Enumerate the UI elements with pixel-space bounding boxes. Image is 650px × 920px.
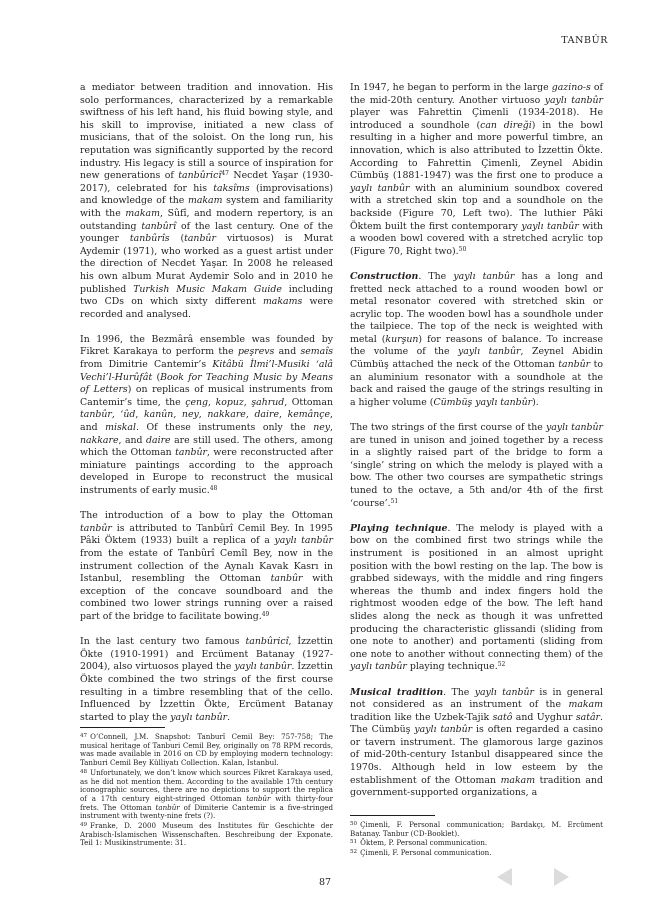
footnote [350,838,603,848]
text-run: O’Connell, J.M. Snapshot: Tanburî Cemil Bey: 757-758; The musical heritage of Tanburi Cemil Bey, originally on 78 RPM records, was made available in 2016 on CD by employing modern technology: Tanburi Cemil Bey Külliyatı Collection. Kalan, Istanbul. [80,732,333,768]
text-run: , Zeynel Abidin Cümbüş attached the neck of the Ottoman [350,346,604,371]
text-run: Çimenli, F. Personal communication; Bardakçı, M. Ercüment Batanay. Tanbur (CD-Booklet). [350,820,603,838]
text-run: . The Cümbüş [350,711,603,736]
text-run: ) for reasons of balance. To increase the volume of the [350,333,603,358]
italic-term: yaylı tanbûr [544,94,603,106]
text-run: . Of these instruments only the [136,422,314,434]
text-run: , Ottoman [284,396,334,408]
text-run: virtuosos) is Murat Aydemir (1971), who worked as a guest artist under the direction of Necdet Yaşar. In 2008 he released his own album Murat Aydemir Solo and in 2010 he published [80,233,333,295]
text-run: , [198,409,208,421]
italic-term: yaylı tanbûr [350,182,410,194]
text-run: tradition and government-supported organizations, a [350,774,603,799]
footnote-ref: 50 [458,245,467,253]
section-heading: Playing technique [350,522,448,534]
italic-term: Turkish Music Makam Guide [133,283,282,295]
footnote-number: 49 [80,822,88,829]
text-run: . The [418,270,454,282]
italic-term: tanbûr [80,409,112,421]
text-run: , [245,409,255,421]
italic-term: Book for Teaching Music by Means of Letters [80,371,333,396]
text-run: ( [152,371,161,383]
text-run: , İzzettin Ökte (1910-1991) and Ercüment Batanay (1927-2004), also virtuosos played the [80,636,333,673]
paragraph-left-4 [80,636,333,724]
text-run: , [279,409,288,421]
text-run: , were reconstructed after miniature paintings according to the approach developed in Europe to reconstruct the musical instruments of early music. [80,447,333,496]
paragraph-playing-technique [350,523,603,674]
text-run: of the last century. One of the younger [80,220,333,245]
text-run: tradition like the Uzbek-Tajik [350,711,493,723]
footnote-rule [350,815,435,816]
italic-term: yaylı tanbûr [414,724,473,736]
italic-term: kemânçe [287,409,331,421]
italic-term: taksîms [213,182,250,194]
text-run: of Dimiterie Cantemir is a five-stringed instrument with twenty-nine frets (?). [80,802,333,821]
text-run: In the last century two famous [80,636,246,648]
italic-term: yaylı tanbûr [545,422,603,434]
italic-term: tanbûr [184,233,216,245]
footnote [80,821,333,848]
next-page-icon[interactable] [554,868,569,886]
text-run: , Sûfî, and modern repertory, is an outstanding [80,207,333,232]
text-run: . The melody is played with a bow on the combined first two strings while the instrument is positioned in an almost upright position with the bowl resting on the lap. The bow is grabbed sideways, with the middle and ring fingers whereas the thumb and index fingers hold the rightmost wooden edge of the bow. The left hand slides along the neck as though it was unfretted producing the characteristic glissandi (sliding from one note to another) and portamenti (sliding from one note to another without connecting them) of the [350,522,604,660]
italic-term: yaylı tanbûr [170,711,228,723]
text-run: with thirty-four frets. The Ottoman [80,793,333,812]
italic-term: yaylı tanbûr [474,686,534,698]
running-title: TANBÛR [561,35,608,46]
italic-term: Cümbüş yaylı tanbûr [433,396,533,408]
italic-term: can direği [480,119,532,131]
text-run: . The [443,686,475,698]
text-run: , [173,409,182,421]
italic-term: makam [187,195,223,207]
italic-term: makam [568,699,603,711]
text-run: ). [532,396,539,408]
paragraph-left-1 [80,82,333,321]
text-run: with an aluminium soundbox covered with a stretched skin top and a soundhole on the backside (Figure 70, Left two). The luthier Pâki Öktem built the first contemporary [350,182,603,232]
text-run: has a long and fretted neck attached to a round wooden bowl or metal resonator covered with stretched skin or acrylic top. The wooden bowl has a soundhole under the tailpiece. The top of the neck is weighted with metal ( [350,270,603,345]
text-run: , [208,396,216,408]
text-run: system and familiarity with the [80,195,333,219]
footnote-number: 50 [350,821,358,827]
italic-term: tanbûrî [141,220,177,232]
text-run: . İzzettin Ökte combined the two strings of the first course resulting in a timbre resembling that of the cello. Influenced by İzzettin Ökte, Ercüment Batanay started to play the [80,661,333,723]
text-run: Franke, D. 2000 Museum des Institutes für Geschichte der Arabisch-Islamischen Wissenschaften. Beschreibung der Exponate. Teil 1: Musikinstrumente: 31. [80,821,333,848]
text-run: The two strings of the first course of the [350,422,546,434]
italic-term: gazino-s [551,82,591,93]
text-run: from Dimitrie Cantemir’s [80,359,213,371]
text-run: from the estate of Tanbûrî Cemîl Bey, now in the instrument collection of the Aynalı Kavak Kasrı in Istanbul, resembling the Ottoman [80,547,333,585]
italic-term: tanbûricî [178,170,222,182]
italic-term: makam [125,207,160,219]
text-run: , [330,422,334,434]
text-run: Necdet Yaşar (1930-2017), celebrated for his [80,170,333,194]
footnotes-right [350,815,603,858]
italic-term: Kitâbü İlmi’l-Musiki ‘alâ Vechi’l-Hurûfât [80,359,334,383]
italic-term: daire [254,409,279,421]
italic-term: yaylı tanbûr [521,220,579,232]
text-run: is often regarded a casino or tavern instrument. The glamorous large gazinos of mid-20th-century Istanbul disappeared since the 1970s. Although held in low esteem by the establishment of the Ottoman [350,724,604,786]
paragraph-right-3 [350,422,603,510]
text-run: , [135,409,145,421]
text-run: to an aluminium resonator with a soundhole at the back and raised the gauge of the strings resulting in a higher volume ( [350,359,603,408]
italic-term: kanûn [144,409,174,421]
paragraph-left-2 [80,334,333,498]
italic-term: tanbûr [246,793,271,803]
footnote-ref: 51 [390,497,399,505]
text-run: ) on replicas of musical instruments from Cantemir’s time, the [80,384,333,408]
text-run: , [111,409,121,421]
text-run: , and [118,434,147,446]
section-heading: Musical tradition [350,686,444,698]
italic-term: nakkare [207,409,246,421]
text-run: with exception of the concave soundboard and the combined two lower strings running over a raised part of the bridge to facilitate bowing. [80,573,334,622]
text-run: . [227,711,231,723]
text-run: is attributed to Tanbûrî Cemil Bey. In 1995 Pâki Öktem (1933) built a replica of a [80,522,333,547]
italic-term: makam [500,774,536,786]
text-run: is in general not considered as an instrument of the [350,686,603,711]
italic-term: ‘ûd [120,409,136,421]
page-number: 87 [318,877,332,888]
previous-page-icon[interactable] [497,868,512,886]
footnote-number: 52 [350,849,358,856]
text-run: , [243,396,252,408]
footnote-ref: 47 [221,170,229,178]
footnote-rule [80,727,165,728]
italic-term: kopuz [215,396,244,408]
paragraph-construction [350,271,603,410]
text-run: are still used. The others, among which the Ottoman [80,434,333,459]
text-run: a mediator between tradition and innovation. His solo performances, characterized by a remarkable swiftness of his left hand, his fluid bowing style, and his skill to improvise, initiated a new class of musicians, that of the soloist. On the long run, his reputation was significantly supported by the record industry. His legacy is still a source of inspiration for new generations of [80,82,333,182]
italic-term: tanbûr [155,802,180,812]
italic-term: yaylı tanbûr [274,535,333,547]
italic-term: miskal [105,422,136,434]
text-run: ( [169,233,185,245]
italic-term: semaîs [300,346,333,358]
footnote [80,768,333,821]
text-run: with a wooden bowl covered with a stretched acrylic top (Figure 70, Right two). [350,220,604,257]
italic-term: yaylı tanbûr [234,661,292,673]
text-run: and [274,346,301,358]
italic-term: şahrud [251,396,285,408]
italic-term: makams [262,296,303,308]
italic-term: tanbûr [175,447,207,459]
italic-term: daire [146,434,171,446]
italic-term: nakkare [80,434,119,446]
footnote-ref: 48 [209,485,218,492]
paragraph-right-1 [350,82,603,258]
paragraph-musical-tradition [350,687,603,800]
text-run: In 1947, he began to perform in the large [350,82,552,93]
italic-term: tanbûricî [245,636,289,648]
text-run: Unfortunately, we don’t know which sources Fikret Karakaya used, as he did not mention them. According to the available 17th century iconographic sources, there are no depictions to support the replica of a 17th century eight-stringed Ottoman [80,767,333,803]
italic-term: ney [181,409,199,421]
text-run: , and [80,409,333,434]
left-column [80,82,333,737]
paragraph-left-3 [80,510,333,623]
italic-term: yaylı tanbûr [453,270,515,282]
footnote-list-left [80,732,333,848]
text-run: player was Fahrettin Çimenli (1934-2018). He introduced a soundhole ( [350,107,603,131]
footnotes-left [80,727,333,848]
text-run: playing technique. [406,661,498,673]
footnote [80,732,333,768]
italic-term: tanbûr [270,573,303,585]
text-run: Çimenli, F. Personal communication. [360,848,492,858]
italic-term: yaylı tanbûr [458,346,521,358]
italic-term: ney [313,422,331,434]
footnote [350,820,603,838]
text-run: The introduction of a bow to play the Ottoman [80,510,333,522]
italic-term: kurşun [385,333,419,345]
text-run: Öktem, P. Personal communication. [360,838,488,848]
text-run: and Uyghur [512,711,576,723]
text-run: are tuned in unison and joined together by a recess in a slightly raised part of the bridge to form a ‘single’ string on which the melody is played with a bow. The other two courses are sympathetic strings tuned to the octave, a 5th and/or 4th of the first ‘course’. [350,434,603,509]
footnote [350,848,603,858]
italic-term: tanbûrîs [129,233,170,245]
text-run: including two CDs on which sixty different [80,283,334,308]
footnote-number: 47 [80,733,88,739]
footnote-ref: 52 [497,661,506,669]
text-run: of the mid-20th century. Another virtuoso [350,82,603,106]
italic-term: satô [492,711,513,723]
text-run: were recorded and analysed. [80,296,333,320]
italic-term: tanbûr [558,359,591,371]
italic-term: çeng [185,396,209,408]
footnote-number: 48 [80,768,88,775]
italic-term: tanbûr [80,522,112,534]
section-heading: Construction [350,270,419,282]
footnote-list-right [350,820,603,858]
footnote-ref: 49 [261,610,270,618]
italic-term: yaylı tanbûr [350,661,407,673]
text-run: ) in the bowl resulting in a higher and more powerful timbre, an innovation, which is also attributed to İzzettin Ökte. According to Fahrettin Çimenli, Zeynel Abidin Cümbüş (1881-1947) was the first one to produce a [350,119,603,182]
text-run: (improvisations) and knowledge of the [80,182,333,207]
right-column [350,82,603,812]
footnote-number: 51 [350,839,358,846]
text-run: In 1996, the Bezmârâ ensemble was founded by Fikret Karakaya to perform the [80,333,333,358]
italic-term: peşrevs [237,346,275,358]
italic-term: satâr [575,711,601,723]
